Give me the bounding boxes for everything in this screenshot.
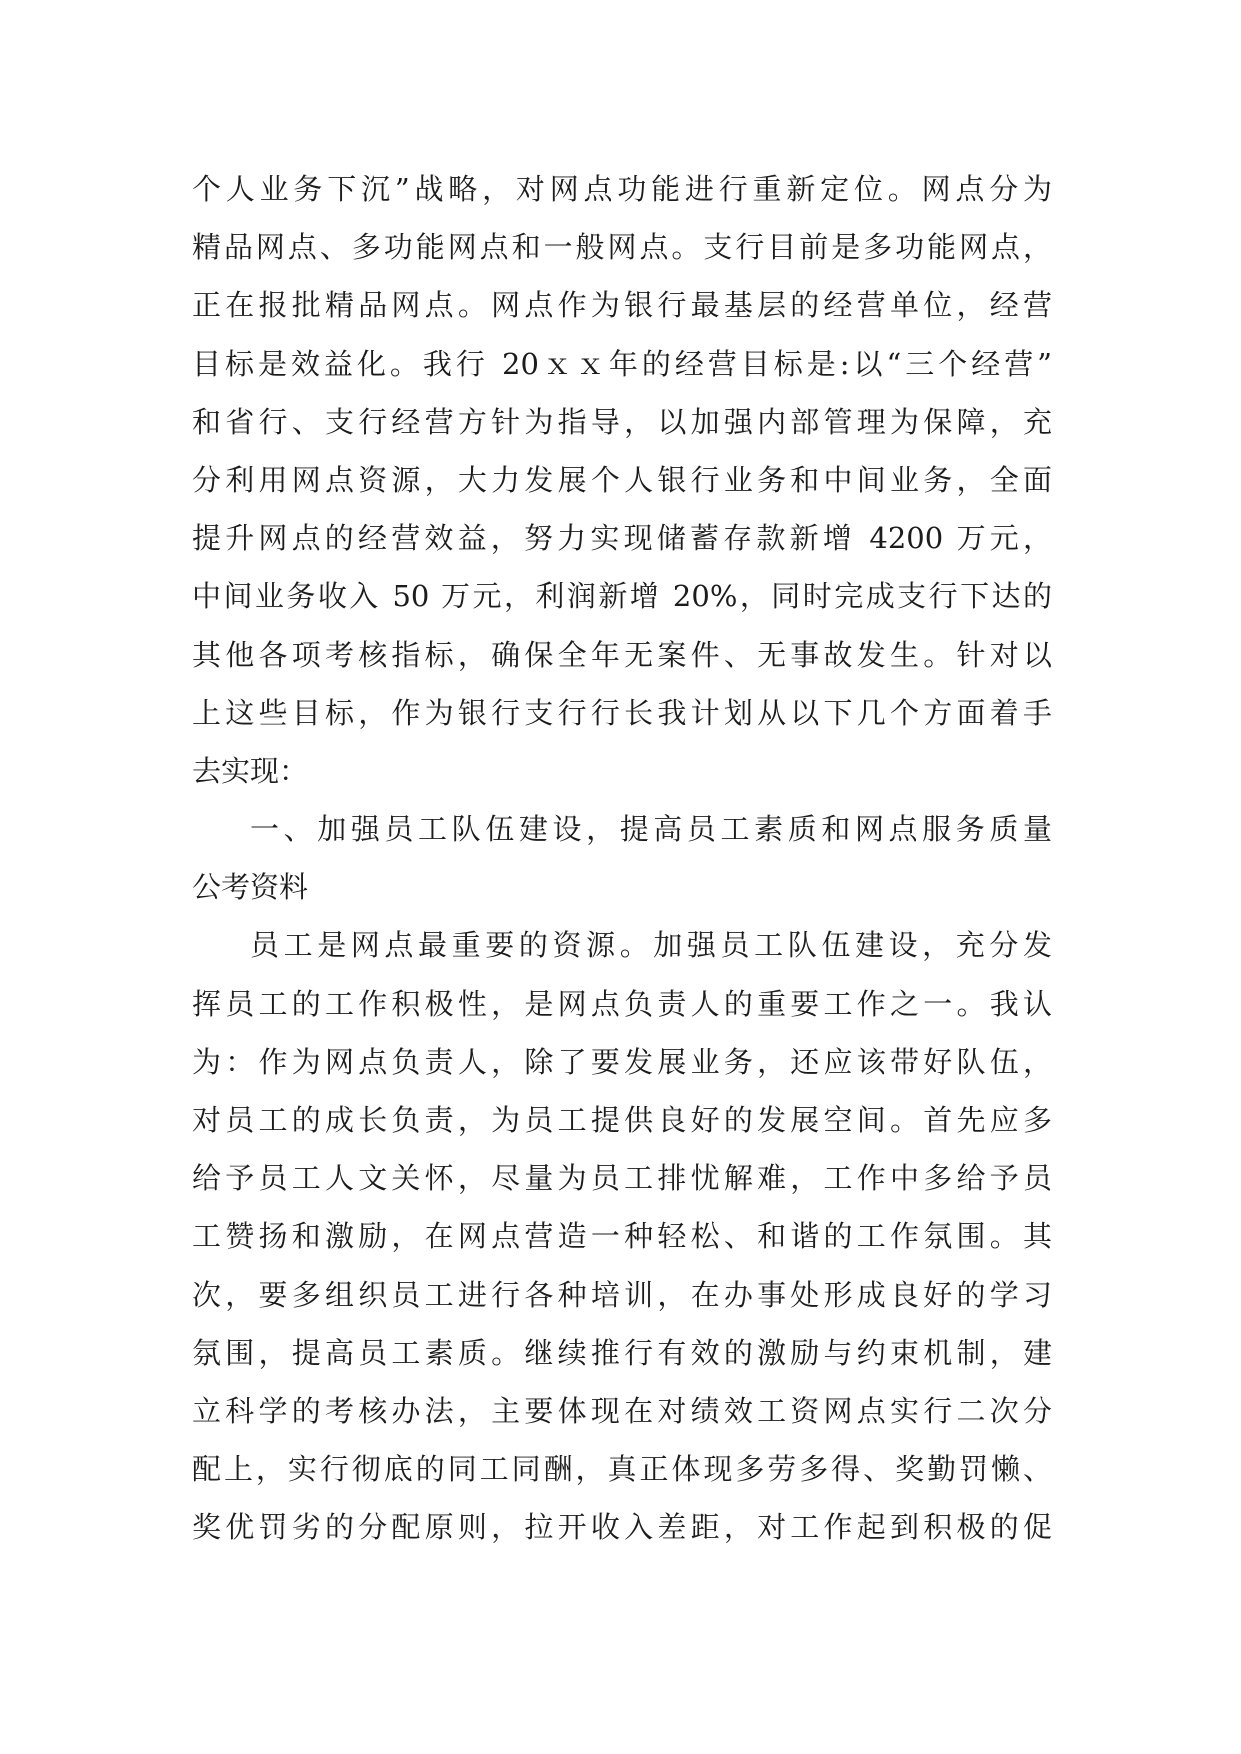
text-line: 其他各项考核指标，确保全年无案件、无事故发生。针对以 xyxy=(192,637,1052,672)
text-line: 和省行、支行经营方针为指导，以加强内部管理为保障，充 xyxy=(192,404,1052,439)
body-text xyxy=(192,160,1052,1557)
text-line: 氛围，提高员工素质。继续推行有效的激励与约束机制，建 xyxy=(192,1335,1052,1370)
text-line: 上这些目标，作为银行支行行长我计划从以下几个方面着手 xyxy=(192,695,1052,730)
paragraph-start-line: 员工是网点最重要的资源。加强员工队伍建设，充分发 xyxy=(250,928,1052,963)
text-line: 分利用网点资源，大力发展个人银行业务和中间业务，全面 xyxy=(192,462,1052,497)
text-line: 精品网点、多功能网点和一般网点。支行目前是多功能网点， xyxy=(192,230,1052,265)
text-line: 挥员工的工作积极性，是网点负责人的重要工作之一。我认 xyxy=(192,986,1052,1021)
text-line: 正在报批精品网点。网点作为银行最基层的经营单位，经营 xyxy=(192,288,1052,323)
text-line: 个人业务下沉”战略，对网点功能进行重新定位。网点分为 xyxy=(192,172,1052,206)
text-line: 立科学的考核办法，主要体现在对绩效工资网点实行二次分 xyxy=(192,1393,1052,1428)
text-line: 配上，实行彻底的同工同酬，真正体现多劳多得、奖勤罚懒、 xyxy=(192,1452,1052,1487)
text-line: 去实现： xyxy=(192,753,309,788)
section-heading: 一、加强员工队伍建设，提高员工素质和网点服务质量 xyxy=(250,812,1052,847)
text-line: 次，要多组织员工进行各种培训，在办事处形成良好的学习 xyxy=(192,1277,1052,1312)
text-line: 提升网点的经营效益，努力实现储蓄存款新增 4200 万元， xyxy=(192,521,1052,556)
text-line: 为：作为网点负责人，除了要发展业务，还应该带好队伍， xyxy=(192,1044,1052,1079)
text-line: 中间业务收入 50 万元，利润新增 20%，同时完成支行下达的 xyxy=(192,579,1052,614)
text-line: 公考资料 xyxy=(192,870,309,905)
text-line: 目标是效益化。我行 20ｘｘ年的经营目标是:以“三个经营” xyxy=(192,346,1052,381)
text-line: 奖优罚劣的分配原则，拉开收入差距，对工作起到积极的促 xyxy=(192,1510,1052,1545)
text-line: 给予员工人文关怀，尽量为员工排忧解难，工作中多给予员 xyxy=(192,1161,1052,1196)
text-line: 对员工的成长负责，为员工提供良好的发展空间。首先应多 xyxy=(192,1103,1052,1137)
text-line: 工赞扬和激励，在网点营造一种轻松、和谐的工作氛围。其 xyxy=(192,1219,1052,1254)
